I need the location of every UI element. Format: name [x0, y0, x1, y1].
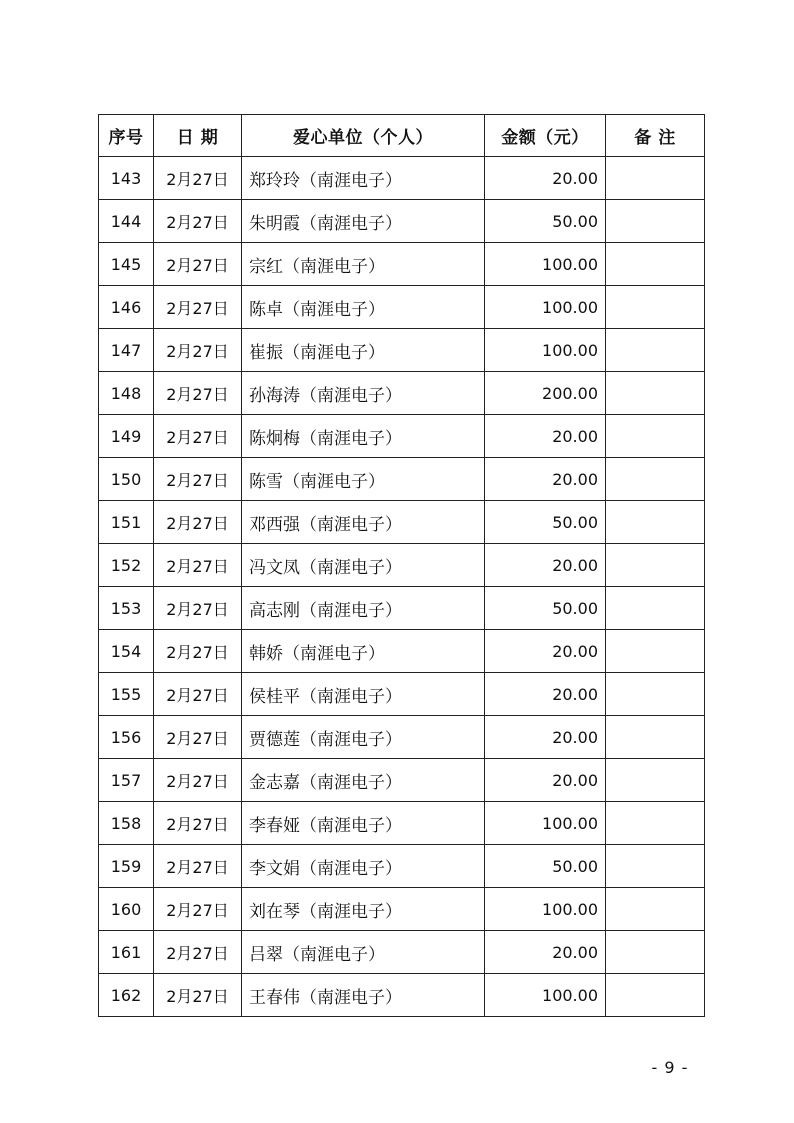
cell-date: 2月27日 [154, 372, 242, 415]
cell-donor: 冯文凤（南涯电子） [242, 544, 485, 587]
table-row [99, 673, 705, 716]
cell-amount: 50.00 [485, 200, 606, 243]
cell-remark [606, 200, 705, 243]
cell-date: 2月27日 [154, 200, 242, 243]
cell-date: 2月27日 [154, 157, 242, 200]
table-row [99, 759, 705, 802]
table-row [99, 630, 705, 673]
cell-remark [606, 802, 705, 845]
cell-donor: 陈雪（南涯电子） [242, 458, 485, 501]
cell-amount: 20.00 [485, 544, 606, 587]
cell-remark [606, 243, 705, 286]
donation-table [98, 114, 705, 1017]
cell-remark [606, 415, 705, 458]
table-row [99, 372, 705, 415]
cell-seq: 144 [99, 200, 154, 243]
cell-remark [606, 544, 705, 587]
cell-seq: 153 [99, 587, 154, 630]
cell-date: 2月27日 [154, 931, 242, 974]
cell-date: 2月27日 [154, 415, 242, 458]
cell-seq: 155 [99, 673, 154, 716]
cell-date: 2月27日 [154, 888, 242, 931]
cell-remark [606, 888, 705, 931]
cell-amount: 50.00 [485, 501, 606, 544]
cell-amount: 100.00 [485, 888, 606, 931]
header-remark: 备 注 [606, 115, 705, 157]
cell-date: 2月27日 [154, 673, 242, 716]
cell-donor: 吕翠（南涯电子） [242, 931, 485, 974]
cell-seq: 145 [99, 243, 154, 286]
cell-seq: 162 [99, 974, 154, 1017]
cell-remark [606, 974, 705, 1017]
cell-seq: 159 [99, 845, 154, 888]
cell-seq: 160 [99, 888, 154, 931]
header-seq: 序号 [99, 115, 154, 157]
table-row [99, 716, 705, 759]
cell-amount: 20.00 [485, 759, 606, 802]
table-row [99, 931, 705, 974]
cell-donor: 金志嘉（南涯电子） [242, 759, 485, 802]
cell-remark [606, 501, 705, 544]
cell-amount: 100.00 [485, 286, 606, 329]
table-row [99, 415, 705, 458]
cell-donor: 崔振（南涯电子） [242, 329, 485, 372]
cell-remark [606, 372, 705, 415]
cell-date: 2月27日 [154, 286, 242, 329]
cell-seq: 152 [99, 544, 154, 587]
cell-amount: 20.00 [485, 673, 606, 716]
cell-seq: 157 [99, 759, 154, 802]
cell-donor: 李文娟（南涯电子） [242, 845, 485, 888]
header-donor: 爱心单位（个人） [242, 115, 485, 157]
cell-donor: 邓西强（南涯电子） [242, 501, 485, 544]
cell-amount: 100.00 [485, 329, 606, 372]
table-row [99, 974, 705, 1017]
cell-amount: 20.00 [485, 458, 606, 501]
cell-seq: 154 [99, 630, 154, 673]
cell-donor: 陈炯梅（南涯电子） [242, 415, 485, 458]
cell-date: 2月27日 [154, 329, 242, 372]
table-row [99, 845, 705, 888]
cell-remark [606, 587, 705, 630]
header-date: 日 期 [154, 115, 242, 157]
cell-amount: 50.00 [485, 587, 606, 630]
cell-seq: 161 [99, 931, 154, 974]
cell-donor: 陈卓（南涯电子） [242, 286, 485, 329]
cell-date: 2月27日 [154, 458, 242, 501]
table-row [99, 888, 705, 931]
cell-amount: 100.00 [485, 243, 606, 286]
table-row [99, 329, 705, 372]
cell-donor: 刘在琴（南涯电子） [242, 888, 485, 931]
cell-amount: 100.00 [485, 974, 606, 1017]
table-body [99, 157, 705, 1017]
cell-amount: 20.00 [485, 716, 606, 759]
cell-date: 2月27日 [154, 243, 242, 286]
cell-amount: 20.00 [485, 157, 606, 200]
cell-remark [606, 931, 705, 974]
cell-donor: 贾德莲（南涯电子） [242, 716, 485, 759]
cell-remark [606, 157, 705, 200]
cell-seq: 148 [99, 372, 154, 415]
cell-remark [606, 673, 705, 716]
cell-date: 2月27日 [154, 716, 242, 759]
cell-amount: 100.00 [485, 802, 606, 845]
cell-seq: 158 [99, 802, 154, 845]
table-row [99, 243, 705, 286]
cell-amount: 50.00 [485, 845, 606, 888]
cell-remark [606, 329, 705, 372]
header-amount: 金额（元） [485, 115, 606, 157]
table-row [99, 200, 705, 243]
cell-seq: 156 [99, 716, 154, 759]
cell-date: 2月27日 [154, 630, 242, 673]
cell-donor: 朱明霞（南涯电子） [242, 200, 485, 243]
table-row [99, 802, 705, 845]
cell-seq: 143 [99, 157, 154, 200]
cell-donor: 郑玲玲（南涯电子） [242, 157, 485, 200]
cell-remark [606, 286, 705, 329]
cell-date: 2月27日 [154, 587, 242, 630]
cell-amount: 200.00 [485, 372, 606, 415]
cell-donor: 侯桂平（南涯电子） [242, 673, 485, 716]
cell-date: 2月27日 [154, 845, 242, 888]
cell-seq: 146 [99, 286, 154, 329]
header-row [99, 115, 705, 157]
cell-donor: 李春娅（南涯电子） [242, 802, 485, 845]
cell-remark [606, 630, 705, 673]
cell-donor: 孙海涛（南涯电子） [242, 372, 485, 415]
cell-seq: 149 [99, 415, 154, 458]
cell-seq: 150 [99, 458, 154, 501]
cell-date: 2月27日 [154, 501, 242, 544]
cell-seq: 147 [99, 329, 154, 372]
cell-amount: 20.00 [485, 931, 606, 974]
table-row [99, 286, 705, 329]
table-row [99, 587, 705, 630]
table-row [99, 501, 705, 544]
page-number: - 9 - [651, 1058, 689, 1077]
cell-amount: 20.00 [485, 415, 606, 458]
cell-donor: 宗红（南涯电子） [242, 243, 485, 286]
cell-donor: 高志刚（南涯电子） [242, 587, 485, 630]
cell-remark [606, 458, 705, 501]
cell-donor: 韩娇（南涯电子） [242, 630, 485, 673]
table-header [99, 115, 705, 157]
cell-remark [606, 845, 705, 888]
table-row [99, 157, 705, 200]
table-row [99, 544, 705, 587]
cell-date: 2月27日 [154, 802, 242, 845]
cell-date: 2月27日 [154, 759, 242, 802]
cell-remark [606, 759, 705, 802]
cell-amount: 20.00 [485, 630, 606, 673]
cell-date: 2月27日 [154, 544, 242, 587]
cell-remark [606, 716, 705, 759]
cell-donor: 王春伟（南涯电子） [242, 974, 485, 1017]
cell-seq: 151 [99, 501, 154, 544]
table-row [99, 458, 705, 501]
cell-date: 2月27日 [154, 974, 242, 1017]
